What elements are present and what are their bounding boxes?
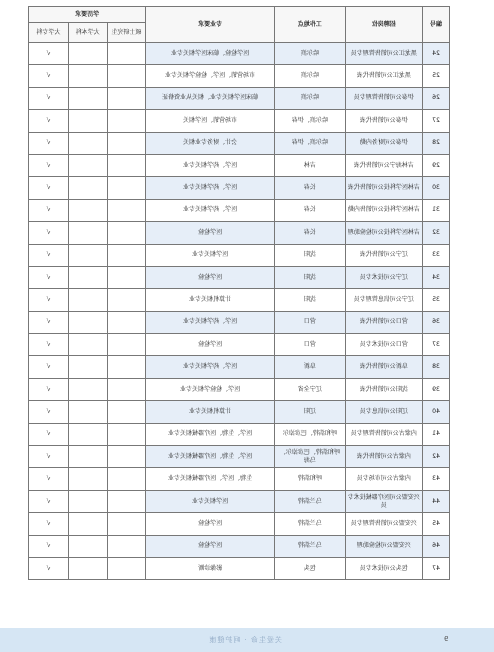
cell-master xyxy=(107,311,146,333)
cell-post: 内蒙古公司销售代表 xyxy=(345,446,422,468)
header-college: 大学专科 xyxy=(29,23,69,43)
cell-number: 39 xyxy=(422,378,449,400)
cell-college: √ xyxy=(29,401,69,423)
cell-location: 乌兰浩特 xyxy=(274,513,345,535)
cell-bachelor xyxy=(68,356,107,378)
cell-number: 31 xyxy=(422,199,449,221)
table-row xyxy=(29,513,450,535)
cell-major: 医学检验 xyxy=(146,334,275,356)
cell-location: 吉林 xyxy=(274,154,345,176)
cell-bachelor xyxy=(68,557,107,579)
cell-bachelor xyxy=(68,65,107,87)
cell-major: 医学、药学相关专业 xyxy=(146,356,275,378)
header-post: 招聘岗位 xyxy=(345,7,422,43)
cell-number: 36 xyxy=(422,311,449,333)
cell-master xyxy=(107,222,146,244)
cell-master xyxy=(107,266,146,288)
cell-college: √ xyxy=(29,289,69,311)
cell-bachelor xyxy=(68,513,107,535)
cell-college: √ xyxy=(29,311,69,333)
cell-number: 26 xyxy=(422,87,449,109)
cell-major: 医学、检验学相关专业 xyxy=(146,378,275,400)
cell-major: 医学、药学相关专业 xyxy=(146,311,275,333)
cell-bachelor xyxy=(68,244,107,266)
cell-bachelor xyxy=(68,177,107,199)
cell-bachelor xyxy=(68,378,107,400)
table-row xyxy=(29,490,450,512)
cell-major: 医学、生物、医疗器械相关专业 xyxy=(146,446,275,468)
cell-major: 医学、药学相关专业 xyxy=(146,199,275,221)
cell-location: 长春 xyxy=(274,222,345,244)
table-row xyxy=(29,87,450,109)
cell-location: 沈阳 xyxy=(274,244,345,266)
cell-college: √ xyxy=(29,222,69,244)
cell-number: 40 xyxy=(422,401,449,423)
cell-bachelor xyxy=(68,423,107,445)
table-row xyxy=(29,401,450,423)
table-row xyxy=(29,132,450,154)
header-master: 硕士研究生 xyxy=(107,23,146,43)
cell-master xyxy=(107,43,146,65)
cell-location: 哈尔滨、伊春 xyxy=(274,132,345,154)
cell-location: 哈尔滨 xyxy=(274,65,345,87)
cell-number: 42 xyxy=(422,446,449,468)
cell-location: 哈尔滨、伊春 xyxy=(274,110,345,132)
table-row xyxy=(29,65,450,87)
cell-college: √ xyxy=(29,446,69,468)
cell-location: 长春 xyxy=(274,177,345,199)
cell-bachelor xyxy=(68,334,107,356)
cell-number: 43 xyxy=(422,468,449,490)
cell-bachelor xyxy=(68,311,107,333)
cell-location: 营口 xyxy=(274,334,345,356)
cell-bachelor xyxy=(68,490,107,512)
footer-slogan: 关爱生命 · 呵护健康 xyxy=(208,636,282,644)
cell-college: √ xyxy=(29,423,69,445)
cell-major: 医学相关专业 xyxy=(146,490,275,512)
cell-college: √ xyxy=(29,535,69,557)
recruitment-table xyxy=(28,6,450,580)
cell-post: 吉林医学科技公司销售代表 xyxy=(345,177,422,199)
cell-master xyxy=(107,177,146,199)
header-location: 工作地点 xyxy=(274,7,345,43)
cell-location: 呼和浩特、巴彦淖尔 xyxy=(274,423,345,445)
table-row xyxy=(29,177,450,199)
cell-master xyxy=(107,244,146,266)
cell-bachelor xyxy=(68,222,107,244)
cell-post: 内蒙古公司市场专员 xyxy=(345,468,422,490)
cell-number: 35 xyxy=(422,289,449,311)
cell-college: √ xyxy=(29,177,69,199)
cell-bachelor xyxy=(68,154,107,176)
cell-master xyxy=(107,513,146,535)
table-row xyxy=(29,266,450,288)
cell-number: 28 xyxy=(422,132,449,154)
cell-number: 45 xyxy=(422,513,449,535)
cell-bachelor xyxy=(68,132,107,154)
page-footer xyxy=(0,628,494,652)
table-row xyxy=(29,535,450,557)
table-row xyxy=(29,468,450,490)
table-row xyxy=(29,43,450,65)
header-row xyxy=(29,7,450,23)
cell-college: √ xyxy=(29,266,69,288)
cell-bachelor xyxy=(68,87,107,109)
cell-major: 医学、药学相关专业 xyxy=(146,177,275,199)
cell-number: 32 xyxy=(422,222,449,244)
cell-location: 哈尔滨 xyxy=(274,43,345,65)
cell-major: 市场营销、医学、检验学相关专业 xyxy=(146,65,275,87)
cell-location: 辽阳 xyxy=(274,401,345,423)
cell-major: 医学、生物、医疗器械相关专业 xyxy=(146,423,275,445)
cell-location: 呼和浩特 xyxy=(274,468,345,490)
cell-major: 临床医学相关专业、相关从业资格证 xyxy=(146,87,275,109)
cell-location: 长春 xyxy=(274,199,345,221)
cell-college: √ xyxy=(29,468,69,490)
cell-major: 生物、医学、医疗器械相关专业 xyxy=(146,468,275,490)
cell-college: √ xyxy=(29,490,69,512)
cell-bachelor xyxy=(68,199,107,221)
cell-post: 伊泰公司销售代表 xyxy=(345,110,422,132)
cell-college: √ xyxy=(29,110,69,132)
table-row xyxy=(29,356,450,378)
cell-master xyxy=(107,423,146,445)
header-number: 编号 xyxy=(422,7,449,43)
cell-location: 沈阳 xyxy=(274,289,345,311)
table-row xyxy=(29,423,450,445)
header-bachelor: 大学本科 xyxy=(68,23,107,43)
cell-number: 33 xyxy=(422,244,449,266)
cell-college: √ xyxy=(29,356,69,378)
cell-bachelor xyxy=(68,289,107,311)
header-education: 学历要求 xyxy=(29,7,146,23)
cell-number: 30 xyxy=(422,177,449,199)
cell-major: 医学、药学相关专业 xyxy=(146,154,275,176)
cell-bachelor xyxy=(68,110,107,132)
cell-location: 包头 xyxy=(274,557,345,579)
cell-college: √ xyxy=(29,43,69,65)
cell-major: 影像诊断 xyxy=(146,557,275,579)
cell-college: √ xyxy=(29,334,69,356)
cell-master xyxy=(107,378,146,400)
cell-master xyxy=(107,401,146,423)
cell-post: 内蒙古公司销售管理专员 xyxy=(345,423,422,445)
cell-location: 呼和浩特、巴彦淖尔、乌海 xyxy=(274,446,345,468)
header-major: 专业要求 xyxy=(146,7,275,43)
cell-location: 辽宁全省 xyxy=(274,378,345,400)
cell-post: 阜新公司销售代表 xyxy=(345,356,422,378)
cell-major: 会计、财务专业相关 xyxy=(146,132,275,154)
cell-post: 黑龙江公司销售管理专员 xyxy=(345,43,422,65)
cell-location: 乌兰浩特 xyxy=(274,490,345,512)
cell-master xyxy=(107,446,146,468)
cell-post: 沈阳公司销售代表 xyxy=(345,378,422,400)
cell-major: 医学检验、临床医学相关专业 xyxy=(146,43,275,65)
table-row xyxy=(29,199,450,221)
cell-master xyxy=(107,468,146,490)
cell-post: 包头公司技术专员 xyxy=(345,557,422,579)
table-row xyxy=(29,334,450,356)
table-row xyxy=(29,244,450,266)
cell-location: 乌兰浩特 xyxy=(274,535,345,557)
cell-bachelor xyxy=(68,266,107,288)
cell-major: 医学相关专业 xyxy=(146,244,275,266)
cell-post: 辽宁公司信息管理专员 xyxy=(345,289,422,311)
cell-college: √ xyxy=(29,154,69,176)
cell-major: 计算机相关专业 xyxy=(146,401,275,423)
cell-master xyxy=(107,154,146,176)
table-row xyxy=(29,446,450,468)
table-row xyxy=(29,557,450,579)
cell-location: 阜新 xyxy=(274,356,345,378)
page-number: 9 xyxy=(444,635,449,643)
table-row xyxy=(29,222,450,244)
table-row xyxy=(29,378,450,400)
cell-major: 医学检验 xyxy=(146,535,275,557)
cell-college: √ xyxy=(29,557,69,579)
cell-number: 29 xyxy=(422,154,449,176)
cell-college: √ xyxy=(29,244,69,266)
cell-number: 38 xyxy=(422,356,449,378)
cell-post: 吉林海宁公司销售代表 xyxy=(345,154,422,176)
cell-number: 27 xyxy=(422,110,449,132)
cell-number: 34 xyxy=(422,266,449,288)
cell-master xyxy=(107,356,146,378)
cell-master xyxy=(107,289,146,311)
table-row xyxy=(29,110,450,132)
cell-college: √ xyxy=(29,513,69,535)
cell-major: 计算机相关专业 xyxy=(146,289,275,311)
cell-post: 兴安盟公司销售管理专员 xyxy=(345,513,422,535)
cell-post: 辽宁公司销售代表 xyxy=(345,244,422,266)
cell-master xyxy=(107,65,146,87)
cell-master xyxy=(107,132,146,154)
cell-master xyxy=(107,199,146,221)
cell-master xyxy=(107,557,146,579)
cell-college: √ xyxy=(29,132,69,154)
cell-major: 医学检验 xyxy=(146,266,275,288)
table-row xyxy=(29,154,450,176)
cell-post: 黑龙江公司销售代表 xyxy=(345,65,422,87)
cell-bachelor xyxy=(68,446,107,468)
cell-college: √ xyxy=(29,87,69,109)
cell-location: 沈阳 xyxy=(274,266,345,288)
cell-post: 营口公司销售代表 xyxy=(345,311,422,333)
cell-post: 伊泰公司财务内勤 xyxy=(345,132,422,154)
cell-post: 吉林医学科技公司销售内勤 xyxy=(345,199,422,221)
cell-post: 兴安盟公司医疗器械技术专员 xyxy=(345,490,422,512)
cell-post: 伊泰公司销售管理专员 xyxy=(345,87,422,109)
cell-number: 24 xyxy=(422,43,449,65)
cell-post: 兴安盟公司检验助理 xyxy=(345,535,422,557)
cell-post: 吉林医学科技公司检验助理 xyxy=(345,222,422,244)
cell-major: 医学检验 xyxy=(146,222,275,244)
cell-number: 25 xyxy=(422,65,449,87)
cell-number: 44 xyxy=(422,490,449,512)
cell-master xyxy=(107,87,146,109)
cell-bachelor xyxy=(68,43,107,65)
cell-master xyxy=(107,110,146,132)
cell-college: √ xyxy=(29,199,69,221)
cell-bachelor xyxy=(68,468,107,490)
cell-number: 46 xyxy=(422,535,449,557)
table-row xyxy=(29,311,450,333)
cell-master xyxy=(107,334,146,356)
cell-master xyxy=(107,490,146,512)
cell-major: 市场营销、医学相关 xyxy=(146,110,275,132)
cell-number: 41 xyxy=(422,423,449,445)
table-row xyxy=(29,289,450,311)
cell-post: 辽宁公司技术专员 xyxy=(345,266,422,288)
cell-number: 37 xyxy=(422,334,449,356)
cell-post: 辽阳公司信息专员 xyxy=(345,401,422,423)
cell-bachelor xyxy=(68,401,107,423)
cell-college: √ xyxy=(29,65,69,87)
table-body xyxy=(29,43,450,580)
cell-number: 47 xyxy=(422,557,449,579)
cell-location: 哈尔滨 xyxy=(274,87,345,109)
cell-major: 医学检验 xyxy=(146,513,275,535)
cell-bachelor xyxy=(68,535,107,557)
cell-master xyxy=(107,535,146,557)
cell-location: 营口 xyxy=(274,311,345,333)
cell-post: 营口公司技术专员 xyxy=(345,334,422,356)
cell-college: √ xyxy=(29,378,69,400)
